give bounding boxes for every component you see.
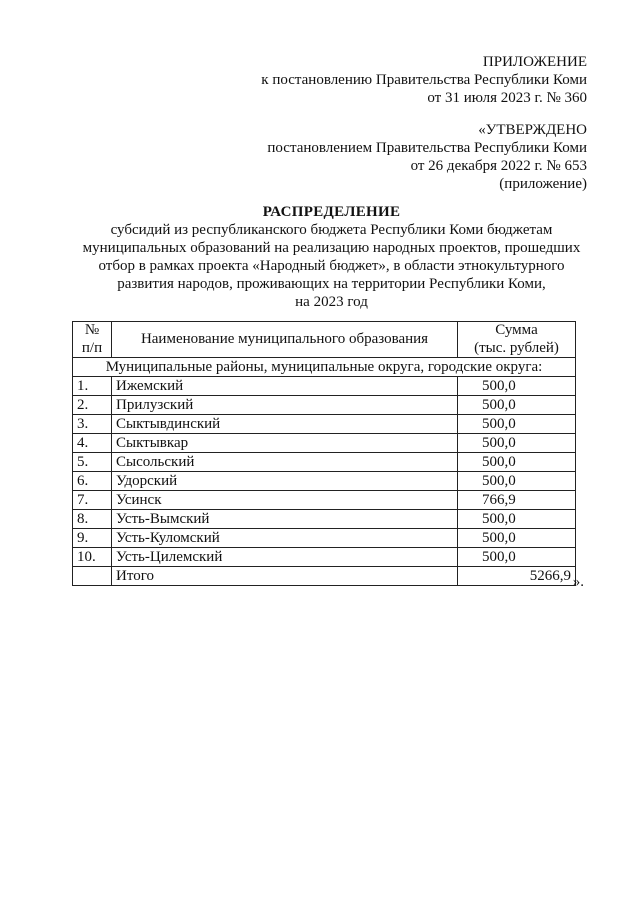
appendix-date: от 31 июля 2023 г. № 360 [427, 90, 587, 106]
table-row [73, 529, 576, 548]
table-row [73, 377, 576, 396]
title-line-3: отбор в рамках проекта «Народный бюджет», в области этнокультурного [98, 258, 565, 274]
appendix-resolution: к постановлению Правительства Республики Коми [261, 72, 587, 88]
total-sum: 5266,9 [458, 567, 576, 586]
row-name: Прилузский [112, 396, 458, 415]
row-sum: 500,0 [458, 396, 576, 415]
table-row [73, 491, 576, 510]
header-number-line2: п/п [81, 339, 103, 356]
row-sum: 500,0 [458, 529, 576, 548]
row-sum: 500,0 [458, 453, 576, 472]
row-number: 3. [73, 415, 112, 434]
title-line-5: на 2023 год [295, 294, 368, 310]
document-title: РАСПРЕДЕЛЕНИЕ [262, 204, 401, 220]
closing-quote: ». [572, 574, 584, 590]
group-label: Муниципальные районы, муниципальные округа, городские округа: [73, 358, 576, 377]
title-line-1: субсидий из республиканского бюджета Республики Коми бюджетам [110, 222, 553, 238]
row-sum: 500,0 [458, 472, 576, 491]
row-sum: 500,0 [458, 510, 576, 529]
title-line-2: муниципальных образований на реализацию народных проектов, прошедших [82, 240, 581, 256]
header-number [73, 322, 112, 358]
table-row [73, 434, 576, 453]
row-name: Сыктывдинский [112, 415, 458, 434]
approved-note: (приложение) [499, 176, 587, 192]
row-name: Усинск [112, 491, 458, 510]
row-number: 1. [73, 377, 112, 396]
header-sum-line1: Сумма [495, 322, 538, 339]
approved-title: «УТВЕРЖДЕНО [478, 122, 587, 138]
row-number: 9. [73, 529, 112, 548]
row-number: 8. [73, 510, 112, 529]
row-number: 6. [73, 472, 112, 491]
approved-date: от 26 декабря 2022 г. № 653 [410, 158, 587, 174]
distribution-table [72, 321, 576, 586]
row-name: Ижемский [112, 377, 458, 396]
approved-header [267, 121, 587, 193]
row-number: 2. [73, 396, 112, 415]
row-name: Усть-Цилемский [112, 548, 458, 567]
row-number: 4. [73, 434, 112, 453]
row-name: Усть-Куломский [112, 529, 458, 548]
total-number [73, 567, 112, 586]
row-name: Удорский [112, 472, 458, 491]
total-label: Итого [112, 567, 458, 586]
title-line-4: развития народов, проживающих на территории Республики Коми, [117, 276, 546, 292]
table-header-row [73, 322, 576, 358]
approved-resolution: постановлением Правительства Республики Коми [267, 140, 587, 156]
header-number-line1: № [84, 322, 100, 339]
header-sum-line2: (тыс. рублей) [474, 339, 559, 356]
header-name: Наименование муниципального образования [112, 322, 458, 358]
row-name: Сысольский [112, 453, 458, 472]
row-sum: 766,9 [458, 491, 576, 510]
header-sum [458, 322, 576, 358]
row-sum: 500,0 [458, 415, 576, 434]
row-number: 10. [73, 548, 112, 567]
table-row [73, 548, 576, 567]
row-sum: 500,0 [458, 548, 576, 567]
table-row [73, 396, 576, 415]
table-row [73, 510, 576, 529]
table-row [73, 415, 576, 434]
appendix-title: ПРИЛОЖЕНИЕ [482, 54, 587, 70]
document-title-block [40, 203, 623, 311]
group-row [73, 358, 576, 377]
row-number: 5. [73, 453, 112, 472]
total-row [73, 567, 576, 586]
row-name: Сыктывкар [112, 434, 458, 453]
row-sum: 500,0 [458, 377, 576, 396]
row-name: Усть-Вымский [112, 510, 458, 529]
row-number: 7. [73, 491, 112, 510]
table-row [73, 453, 576, 472]
appendix-header [261, 53, 587, 107]
row-sum: 500,0 [458, 434, 576, 453]
table-row [73, 472, 576, 491]
